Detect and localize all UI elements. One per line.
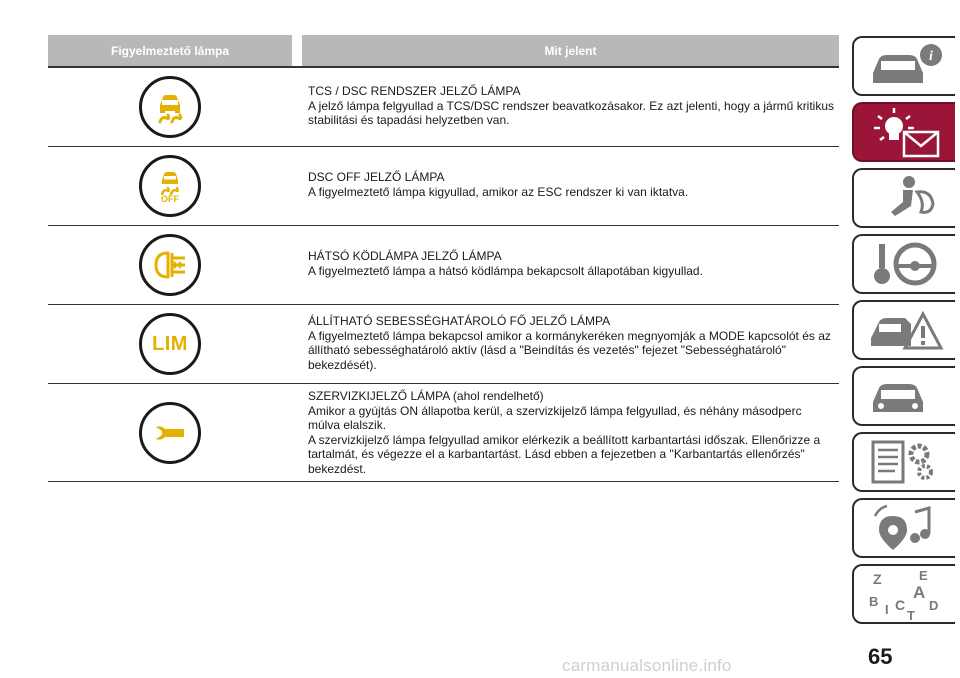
dsc-off-icon — [139, 155, 201, 217]
table-row — [48, 147, 839, 226]
tab-multimedia[interactable] — [852, 498, 955, 558]
row-description: A figyelmeztető lámpa kigyullad, amikor az ESC rendszer ki van iktatva. — [308, 184, 689, 199]
page-number: 65 — [868, 644, 893, 669]
speed-limiter-label: LIM — [152, 332, 188, 355]
car-info-icon — [865, 41, 945, 91]
svg-text:i: i — [928, 49, 933, 64]
key-steering-wheel-icon — [865, 238, 945, 290]
alphabetical-index-icon — [863, 566, 947, 622]
table-header — [48, 35, 839, 68]
speed-limiter-icon — [139, 313, 201, 375]
index-letter: E — [918, 568, 928, 583]
rear-fog-light-icon — [139, 234, 201, 296]
tab-maintenance[interactable] — [852, 366, 955, 426]
index-letter: D — [928, 598, 938, 613]
table-row — [48, 384, 839, 482]
index-letter: A — [912, 583, 925, 602]
tab-car-info[interactable] — [852, 36, 955, 96]
header-meaning: Mit jelent — [302, 35, 839, 66]
car-accident-warning-icon — [865, 304, 945, 356]
row-description: A figyelmeztető lámpa a hátsó ködlámpa bekapcsolt állapotában kigyullad. — [308, 263, 703, 278]
row-description: A figyelmeztető lámpa bekapcsol amikor a kormánykeréken megnyomják a MODE kapcsolót és az állítható sebességhatároló aktív (lásd a "Beindítás és vezetés" fejezet "Sebességhatároló" bekezdését). — [308, 328, 831, 372]
row-title: DSC OFF JELZŐ LÁMPA — [308, 170, 445, 184]
car-service-icon — [865, 370, 945, 422]
row-title: ÁLLÍTHATÓ SEBESSÉGHATÁROLÓ FŐ JELZŐ LÁMPA — [308, 314, 611, 328]
header-warning-lamp: Figyelmeztető lámpa — [48, 35, 292, 66]
row-description: Amikor a gyújtás ON állapotba kerül, a szervizkijelző lámpa felgyullad, és néhány másodperc múlva elalszik. — [308, 403, 802, 432]
tab-index[interactable] — [852, 564, 955, 624]
table-row — [48, 305, 839, 384]
watermark: carmanualsonline.info — [562, 656, 732, 675]
tab-warning-lights[interactable] — [852, 102, 955, 162]
dsc-off-label: OFF — [161, 193, 179, 204]
airbag-seat-icon — [865, 172, 945, 224]
index-letter: I — [884, 602, 889, 617]
index-letter: B — [868, 594, 878, 609]
specs-gears-icon — [865, 436, 945, 488]
tab-technical-data[interactable] — [852, 432, 955, 492]
table-row — [48, 68, 839, 147]
row-title: SZERVIZKIJELZŐ LÁMPA (ahol rendelhető) — [308, 389, 544, 403]
table-row — [48, 226, 839, 305]
tab-starting-driving[interactable] — [852, 234, 955, 294]
tab-safety[interactable] — [852, 168, 955, 228]
warning-light-message-icon — [862, 104, 948, 160]
tcs-skid-icon — [139, 76, 201, 138]
tab-emergency[interactable] — [852, 300, 955, 360]
service-wrench-icon — [139, 402, 201, 464]
row-title: HÁTSÓ KÖDLÁMPA JELZŐ LÁMPA — [308, 249, 502, 263]
row-description: A jelző lámpa felgyullad a TCS/DSC rendszer beavatkozásakor. Ez azt jelenti, hogy a jármű kritikus stabilitási és tapadási helyzetben van. — [308, 98, 835, 127]
row-title: TCS / DSC RENDSZER JELZŐ LÁMPA — [308, 84, 521, 98]
index-letter: Z — [872, 571, 882, 587]
index-letter: C — [894, 597, 905, 613]
row-description: A szervizkijelző lámpa felgyullad amikor elérkezik a beállított karbantartási időszak. Ellenőrizze a tartalmát, és végezze el a karbantartást. Lásd ebben a fejezetben a "Karbantartás ellenőrzés" bekezdést. — [308, 432, 821, 476]
multimedia-icon — [865, 502, 945, 554]
index-letter: T — [906, 608, 915, 622]
